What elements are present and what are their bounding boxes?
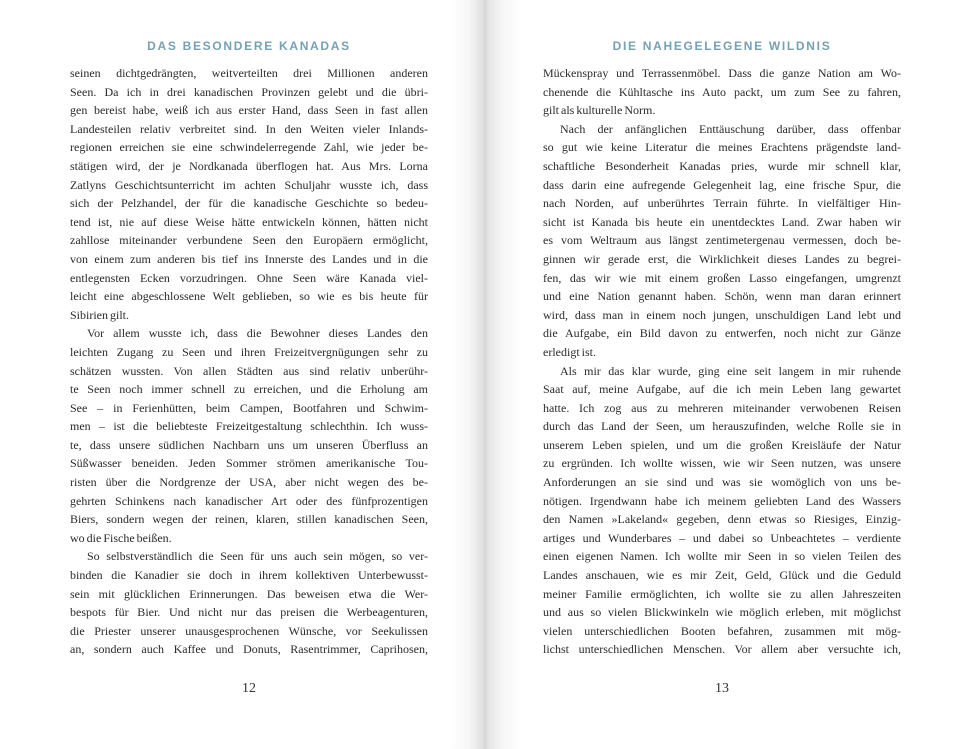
text-line: Sibirien gilt. — [70, 307, 129, 322]
text-line: die Aufgabe, ein Bild davon zu entwerfen, noch nicht zur Gänze — [543, 326, 901, 341]
text-line: den Namen »Lakeland« gegeben, denn etwas so Riesiges, Einzig- — [543, 512, 901, 527]
text-line: vielen unterschiedlichen Booten befahren, zusammen mit mög- — [543, 623, 901, 638]
running-header-left: DAS BESONDERE KANADAS — [147, 39, 351, 53]
text-line: schätzen wussten. Von allen Städten aus sind relativ unberühr- — [70, 363, 428, 378]
text-line: gehrten Schinkens nach kanadischer Art oder des fünfprozentigen — [70, 493, 428, 508]
text-line: regionen erreichen sie eine schwindelerregende Zahl, wie jeder be- — [70, 140, 428, 155]
text-line: stätigen wird, der je Nordkanada überflogen hat. Aus Mrs. Lorna — [70, 158, 428, 173]
text-line: Biers, sondern wegen der reinen, klaren, stillen kanadischen Seen, — [70, 512, 428, 527]
text-line: sich der Pelzhandel, der für die kanadische Geschichte so bedeu- — [70, 196, 428, 211]
text-line: nötigen. Irgendwann habe ich meinem geliebten Land des Wassers — [543, 493, 901, 508]
text-line: Saat auf, meine Aufgabe, auf die ich mein Leben lang gewartet — [543, 382, 901, 397]
page-gutter-shadow — [448, 0, 522, 749]
text-line: sicht ist Kanada bis heute ein unentdecktes Land. Zwar haben wir — [543, 214, 901, 229]
text-line: zahllose miteinander verbundene Seen den Europäern ermöglicht, — [70, 233, 428, 248]
text-line: seinen dichtgedrängten, weitverteilten drei Millionen anderen — [70, 66, 428, 80]
text-line: lichst unterschiedlichen Menschen. Vor allem aber versuchte ich, — [543, 642, 901, 657]
text-line: Nach der anfänglichen Enttäuschung darüber, dass offenbar — [560, 121, 901, 136]
left-page-number: 12 — [242, 681, 256, 696]
text-line: unserem Leben spielen, und um die großen Kreisläufe der Natur — [543, 437, 901, 452]
text-line: Mückenspray und Terrassenmöbel. Dass die ganze Nation am Wo- — [543, 66, 901, 80]
text-line: die Priester unserer unausgesprochenen Wünsche, vor Seekulissen — [70, 623, 428, 638]
text-line: ginnen wir gerade erst, die Wirklichkeit dieses Landes zu begrei- — [543, 251, 901, 266]
text-line: artiges und Wunderbares – und dabei so Unbeachtetes – verdiente — [543, 530, 901, 545]
text-line: tend ist, nie auf diese Weise hätte entwickeln können, hätten nicht — [70, 214, 428, 229]
text-line: wo die Fische beißen. — [70, 530, 172, 545]
text-line: leicht eine abgeschlossene Welt geblieben, so wie es bis heute für — [70, 289, 428, 304]
text-line: men – ist die beliebteste Freizeitgestaltung schlechthin. Ich wuss- — [70, 419, 428, 434]
right-page-body — [543, 64, 901, 659]
text-line: so gut wie keine Literatur die meines Erachtens prägendste land- — [543, 140, 901, 155]
text-line: Landes anschauen, wie es mir Zeit, Geld, Glück und die Geduld — [543, 568, 901, 583]
running-header-right: DIE NAHEGELEGENE WILDNIS — [612, 39, 832, 53]
text-line: und eine Nation genannt haben. Schön, wenn man daran erinnert — [543, 289, 901, 304]
text-line: entlegensten Ecken vorzudringen. Ohne Seen wäre Kanada viel- — [70, 270, 428, 285]
text-line: Landesteilen relativ verbreitet sind. In den Weiten vieler Inlands- — [70, 121, 428, 136]
text-line: nach Norden, auf unberührtes Terrain führte. In vielfältiger Hin- — [543, 196, 901, 211]
text-line: See – in Ferienhütten, beim Campen, Bootfahren und Schwim- — [70, 400, 428, 415]
text-line: sein mit glücklichen Erinnerungen. Das beweisen etwa die Wer- — [70, 586, 428, 601]
text-line: te Seen noch immer schnell zu erreichen, und die Erholung am — [70, 382, 428, 397]
text-line: meiner Familie ermöglichten, ich wollte sie zu allen Jahreszeiten — [543, 586, 901, 601]
text-line: Anforderungen an sie sind und was sie womöglich von uns be- — [543, 475, 901, 490]
text-line: bespots für Bier. Und nicht nur das preisen die Werbeagenturen, — [70, 605, 428, 620]
text-line: Süßwasser beneiden. Jeden Sommer strömen amerikanische Tou- — [70, 456, 428, 471]
left-page-body — [70, 64, 428, 659]
text-line: und aus so vielen Blickwinkeln wie möglich erleben, mit möglichst — [543, 605, 901, 620]
text-line: te, dass unsere südlichen Nachbarn uns um unseren Überfluss an — [70, 437, 428, 452]
text-line: wird, dass man in einem noch jungen, unschuldigen Land lebt und — [543, 307, 901, 322]
text-line: gilt als kulturelle Norm. — [543, 103, 656, 118]
text-line: leichten Zugang zu Seen und ihren Freizeitvergnügungen sehr zu — [70, 344, 428, 359]
text-line: an, sondern auch Kaffee und Donuts, Rasentrimmer, Caprihosen, — [70, 642, 428, 657]
right-page — [543, 0, 901, 749]
text-line: Seen. Da ich in drei kanadischen Provinzen gelebt und die übri- — [70, 84, 428, 99]
text-line: dass darin eine aufregende Gelegenheit lag, eine frische Spur, die — [543, 177, 901, 192]
text-line: chenende die Kühltasche ins Auto packt, um zum See zu fahren, — [543, 84, 901, 99]
text-line: erledigt ist. — [543, 344, 596, 359]
text-line: Vor allem wusste ich, dass die Bewohner dieses Landes den — [87, 326, 428, 341]
text-line: binden die Kanadier sie doch in ihrem kollektiven Unterbewusst- — [70, 568, 428, 583]
text-line: hatte. Ich zog aus zu mehreren miteinander verwobenen Reisen — [543, 400, 901, 415]
text-line: durch das Land der Seen, um herauszufinden, welche Rolle sie in — [543, 419, 901, 434]
text-line: Als mir das klar wurde, ging eine seit langem in mir ruhende — [560, 363, 901, 378]
text-line: risten über die Nordgrenze der USA, aber nicht wegen des be- — [70, 475, 428, 490]
text-line: einen eigenen Namen. Ich wollte mir Seen in so vielen Teilen des — [543, 549, 901, 564]
text-line: von einem zum anderen bis tief ins Innerste des Landes und in die — [70, 251, 428, 266]
left-page — [70, 0, 428, 749]
text-line: So selbstverständlich die Seen für uns auch sein mögen, so ver- — [87, 549, 428, 564]
right-page-number: 13 — [715, 681, 729, 696]
text-line: zu ergründen. Ich wollte wissen, wie wir Seen nutzen, was unsere — [543, 456, 901, 471]
text-line: gen bereist habe, weiß ich aus erster Hand, dass Seen in fast allen — [70, 103, 428, 118]
text-line: es vom Weltraum aus längst zentimetergenau vermessen, doch be- — [543, 233, 901, 248]
text-line: Zatlyns Geschichtsunterricht im achten Schuljahr wusste ich, dass — [70, 177, 428, 192]
text-line: schaftliche Besonderheit Kanadas pries, wurde mir schnell klar, — [543, 158, 901, 173]
text-line: fen, das wir wie mit einem großen Lasso eingefangen, umgrenzt — [543, 270, 901, 285]
